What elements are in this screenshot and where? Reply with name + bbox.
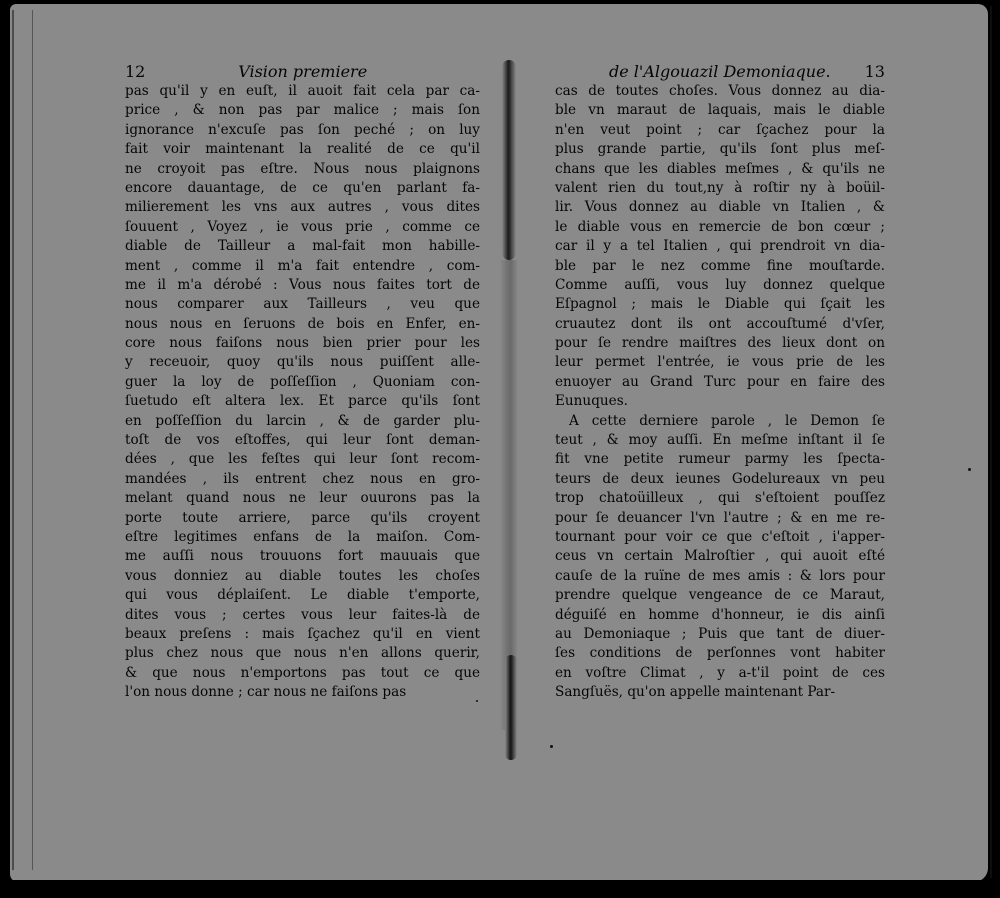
text-line: guer la loy de poſſeſſion , Quoniam con- (125, 373, 480, 390)
text-line: chans que les diables meſmes , & qu'ils ne (555, 160, 885, 177)
text-line: dées , que les feſtes qui leur ſont recom- (125, 451, 480, 468)
text-line: cauſe de la ruïne de mes amis : & lors pour (555, 567, 885, 584)
text-line: me auſſi nous trouuons fort mauuais que (125, 548, 480, 565)
text-line: Comme auſſi, vous luy donnez quelque (555, 276, 885, 293)
gutter-binding-bottom (505, 655, 517, 760)
text-line: ſes conditions de perſonnes vont habiter (555, 645, 885, 662)
text-line: ment , comme il m'a fait entendre , com- (125, 257, 480, 274)
text-line: toſt de vos eſtoffes, qui leur ſont deman- (125, 432, 480, 449)
text-line: ceus vn certain Malroſtier , qui auoit eſté (555, 548, 885, 565)
text-line: milierement les vns aux autres , vous dites (125, 199, 480, 216)
text-line: nous comparer aux Tailleurs , veu que (125, 296, 480, 313)
text-line: & que nous n'emportons pas tout ce que (125, 664, 480, 681)
text-line: en voſtre Climat , y a-t'il point de ces (555, 664, 885, 681)
page-number: 13 (864, 62, 885, 81)
bottom-shadow (0, 880, 1000, 898)
text-line: fait voir maintenant la realité de ce qu'il (125, 141, 480, 158)
text-line: beaux preſens : mais ſçachez qu'il en vient (125, 625, 480, 642)
text-line: ble par le nez comme fine mouſtarde. (555, 257, 885, 274)
text-line: en poſſeſſion du larcin , & de garder plu- (125, 412, 480, 429)
text-line: ſouuent , Voyez , ie vous prie , comme ce (125, 218, 480, 235)
text-line: teurs de deux ieunes Godelureaux vn peu (555, 470, 885, 487)
text-line: nous nous en ſeruons de bois en Enfer, en- (125, 315, 480, 332)
text-line: core nous faiſons nous bien prier pour les (125, 335, 480, 352)
text-line: cruautez dont ils ont accouſtumé d'vſer, (555, 315, 885, 332)
left-page (125, 62, 480, 703)
gutter-binding-top (502, 60, 516, 260)
right-page (555, 62, 885, 703)
running-title: de l'Algouazil Demoniaque. (609, 62, 831, 81)
text-line: pour ſe deuancer l'vn l'autre ; & en me re- (555, 509, 885, 526)
page-number: 12 (125, 62, 146, 81)
text-line: cas de toutes choſes. Vous donnez au dia- (555, 83, 885, 99)
right-page-text (555, 82, 885, 703)
text-line: ignorance n'excuſe pas ſon peché ; on luy (125, 121, 480, 138)
text-line: Eunuques. (555, 393, 628, 410)
text-line: eſtre legitimes enfans de la maiſon. Com- (125, 528, 480, 545)
text-line: melant quand nous ne leur ouurons pas la (125, 490, 480, 507)
text-line: ſuetudo eſt altera lex. Et parce qu'ils ſont (125, 393, 480, 410)
text-line: y receuoir, quoy qu'ils nous puiſſent alle- (125, 354, 480, 371)
text-line: me il m'a dérobé : Vous nous faites tort de (125, 276, 480, 293)
text-line: trop chatoüilleux , qui s'eſtoient pouſſez (555, 490, 885, 507)
text-line: ble vn maraut de laquais, mais le diable (555, 102, 885, 119)
text-line: leur permet l'entrée, ie vous prie de les (555, 354, 885, 371)
text-line: au Demoniaque ; Puis que tant de diuer- (555, 625, 885, 642)
text-line: price , & non pas par malice ; mais ſon (125, 102, 480, 119)
text-line: pour ſe rendre maiſtres des lieux dont on (555, 335, 885, 352)
right-page-header (555, 62, 885, 82)
text-line: encore dauantage, de ce qu'en parlant fa- (125, 179, 480, 196)
text-line: Sangſuës, qu'on appelle maintenant Par- (555, 684, 836, 701)
right-page-edges (980, 6, 992, 878)
text-line: plus chez nous que nous n'en allons querir, (125, 645, 480, 662)
text-line: mandées , ils entrent chez nous en gro- (125, 470, 480, 487)
text-line: A cette derniere parole , le Demon ſe (569, 412, 885, 429)
running-title: Vision premiere (238, 62, 368, 81)
ink-speck (968, 468, 971, 471)
text-line: dites vous ; certes vous leur faites-là de (125, 606, 480, 623)
text-line: teut , & moy auſſi. En meſme inſtant il ſe (555, 432, 885, 449)
text-line: valent rien du tout,ny à roſtir ny à boüil- (555, 179, 885, 196)
text-line: tournant pour voir ce que c'eſtoit , i'apper- (555, 528, 885, 545)
text-line: déguiſé en homme d'honneur, ie dis ainſi (555, 606, 885, 623)
text-line: car il y a tel Italien , qui prendroit vn dia- (555, 238, 885, 255)
left-page-header (125, 62, 480, 82)
text-line: porte toute arriere, parce qu'ils croyent (125, 509, 480, 526)
text-line: n'en veut point ; car ſçachez pour la (555, 121, 885, 138)
text-line: vous donniez au diable toutes les choſes (125, 567, 480, 584)
ink-speck (550, 745, 553, 748)
text-line: l'on nous donne ; car nous ne faiſons pas (125, 684, 407, 701)
text-line: Eſpagnol ; mais le Diable qui ſçait les (555, 296, 885, 313)
text-line: ne croyoit pas eſtre. Nous nous plaignons (125, 160, 480, 177)
text-line: pas qu'il y en euſt, il auoit fait cela par ca- (125, 83, 480, 99)
text-line: prendre quelque vengeance de ce Maraut, (555, 587, 885, 604)
text-line: qui vous déplaiſent. Le diable t'emporte, (125, 587, 480, 604)
text-line: enuoyer au Grand Turc pour en faire des (555, 373, 885, 390)
left-page-edges (12, 10, 33, 870)
text-line: lir. Vous donnez au diable vn Italien , & (555, 199, 885, 216)
text-line: fit vne petite rumeur parmy les ſpecta- (555, 451, 885, 468)
text-line: le diable vous en remercie de bon cœur ; (555, 218, 885, 235)
left-page-text (125, 82, 480, 703)
text-line: diable de Tailleur a mal-fait mon habille- (125, 238, 480, 255)
text-line: plus grande partie, qu'ils ſont plus meſ- (555, 141, 885, 158)
